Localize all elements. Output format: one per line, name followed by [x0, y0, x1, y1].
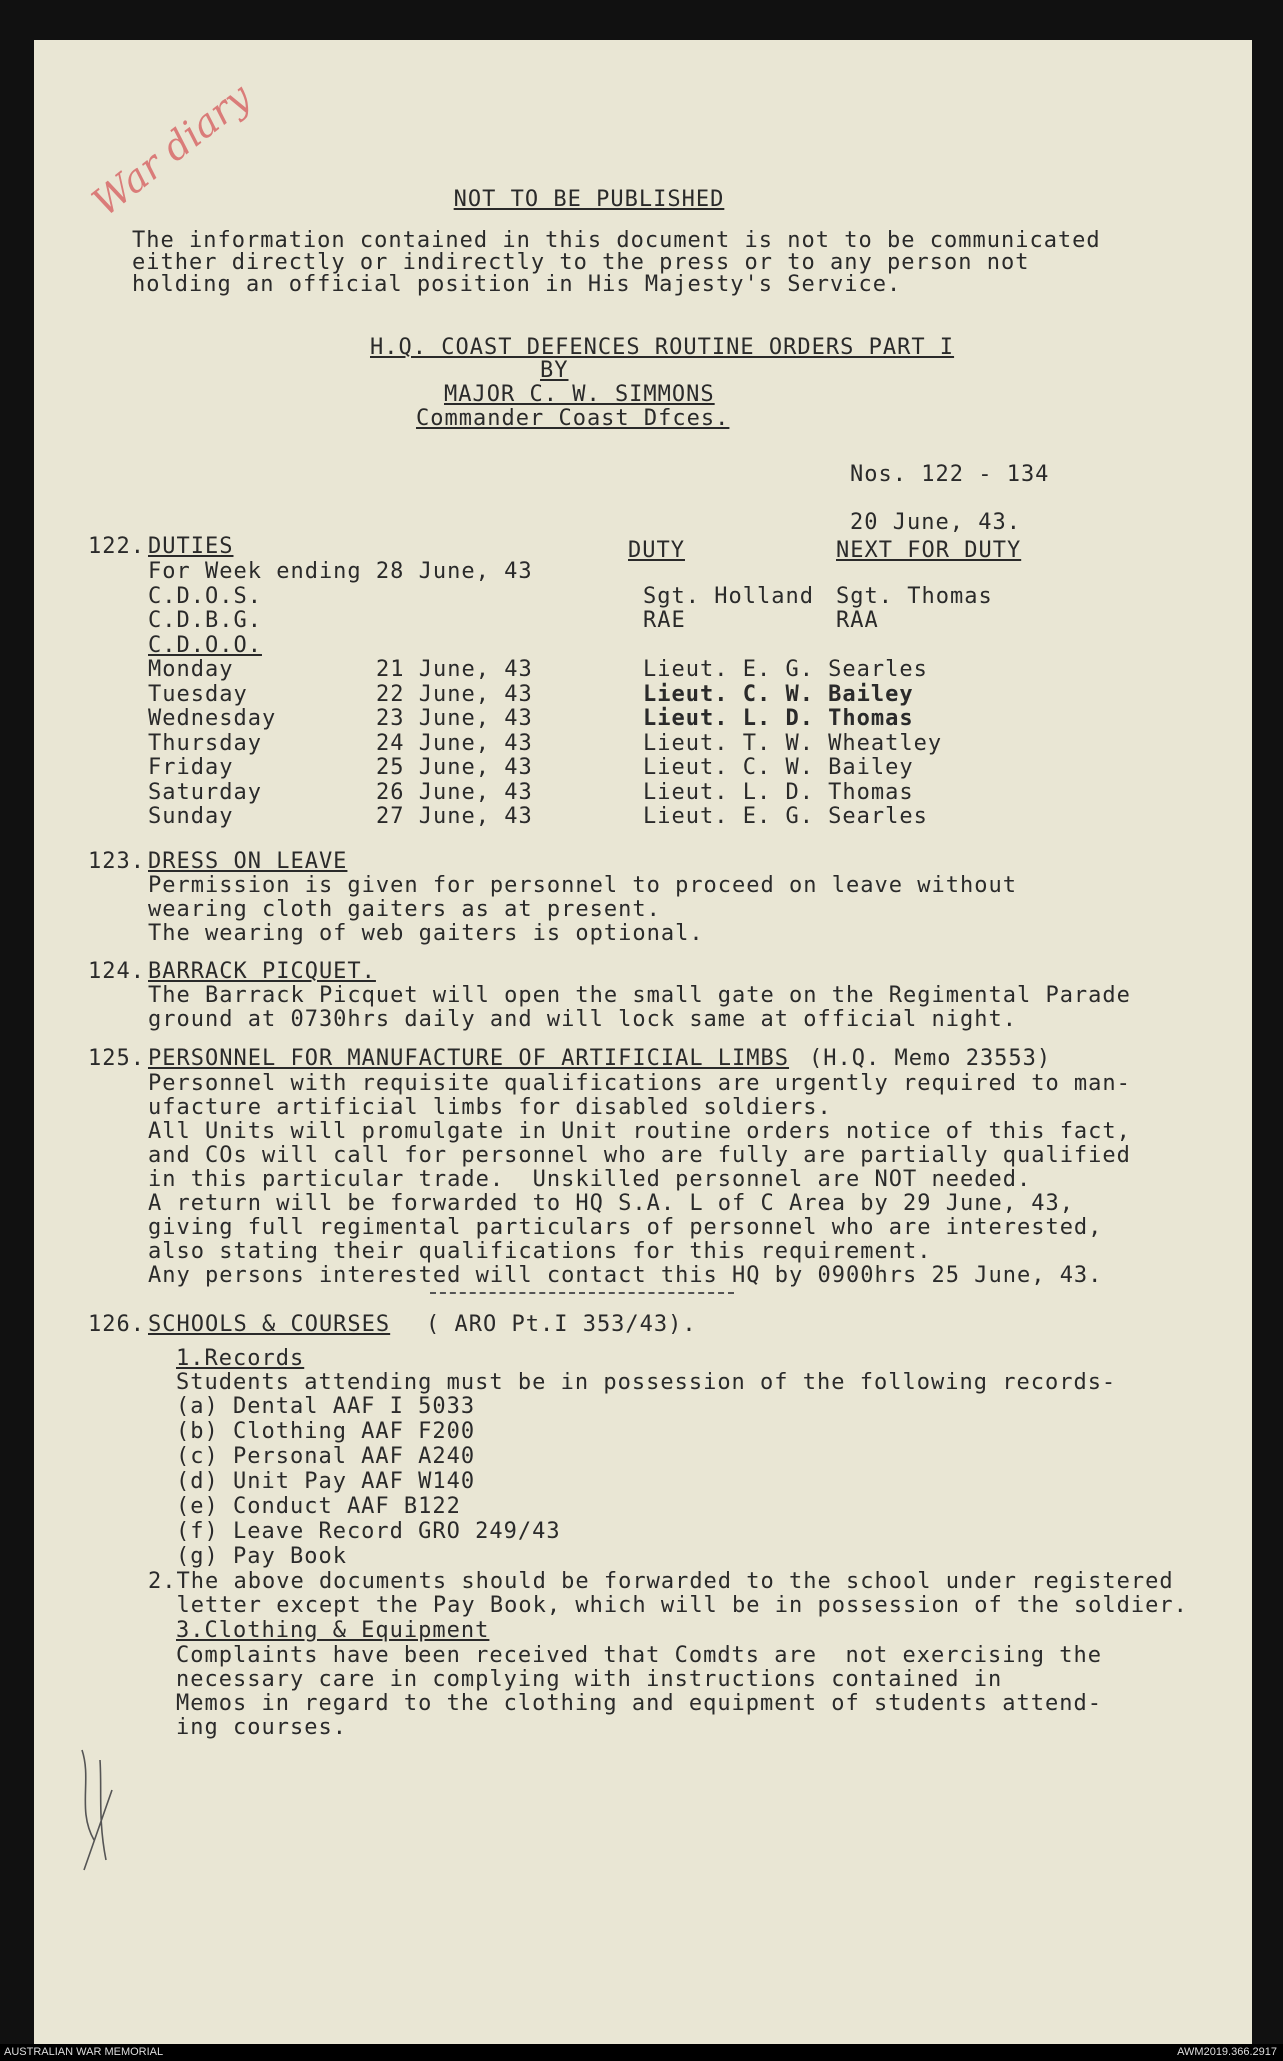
cdos-label: C.D.O.S.	[148, 584, 262, 609]
dress-line-1: Permission is given for personnel to proceed on leave without	[148, 873, 1017, 898]
order-date: 20 June, 43.	[850, 510, 1021, 535]
item-number-125: 125.	[88, 1046, 145, 1071]
roster-officer: Lieut. C. W. Bailey	[643, 755, 914, 780]
roster-officer: Lieut. L. D. Thomas	[643, 706, 914, 731]
dress-heading: DRESS ON LEAVE	[148, 849, 348, 874]
record-item: (b) Clothing AAF F200	[176, 1419, 476, 1444]
roster-officer: Lieut. T. W. Wheatley	[643, 731, 943, 756]
roster-date: 25 June, 43	[376, 755, 533, 780]
red-annotation: War diary	[84, 74, 259, 225]
archive-footer	[0, 2044, 1283, 2061]
record-item: (a) Dental AAF I 5033	[176, 1394, 476, 1419]
limbs-line-3: All Units will promulgate in Unit routine orders notice of this fact,	[148, 1119, 1131, 1144]
clothing-line-4: ing courses.	[176, 1715, 347, 1740]
cdoo-label: C.D.O.O.	[148, 633, 262, 658]
clothing-heading: 3.Clothing & Equipment	[176, 1618, 490, 1643]
record-item: (c) Personal AAF A240	[176, 1444, 476, 1469]
para2-line-1: 2.The above documents should be forwarded to the school under registered	[148, 1569, 1174, 1594]
dress-line-2: wearing cloth gaiters as at present.	[148, 897, 661, 922]
limbs-line-1: Personnel with requisite qualifications are urgently required to man-	[148, 1071, 1131, 1096]
notice-line-3: holding an official position in His Majesty's Service.	[132, 272, 902, 297]
item-number-126: 126.	[88, 1312, 145, 1337]
orders-title: H.Q. COAST DEFENCES ROUTINE ORDERS PART I	[370, 335, 955, 360]
record-item: (d) Unit Pay AAF W140	[176, 1469, 476, 1494]
restriction-title: NOT TO BE PUBLISHED	[453, 187, 725, 212]
item-number-124: 124.	[88, 959, 145, 984]
dress-line-3: The wearing of web gaiters is optional.	[148, 921, 704, 946]
roster-day: Monday	[148, 657, 234, 682]
roster-day: Tuesday	[148, 682, 248, 707]
limbs-line-2: ufacture artificial limbs for disabled soldiers.	[148, 1095, 832, 1120]
roster-date: 24 June, 43	[376, 731, 533, 756]
orders-by: BY	[540, 358, 569, 383]
record-item: (g) Pay Book	[176, 1544, 347, 1569]
duties-heading: DUTIES	[148, 534, 234, 559]
limbs-line-6: A return will be forwarded to HQ S.A. L of C Area by 29 June, 43,	[148, 1191, 1074, 1216]
picquet-line-2: ground at 0730hrs daily and will lock same at official night.	[148, 1007, 1017, 1032]
roster-day: Sunday	[148, 804, 234, 829]
cdbg-label: C.D.B.G.	[148, 608, 262, 633]
document-page	[34, 40, 1252, 2044]
clothing-line-2: necessary care in complying with instructions contained in	[176, 1667, 1003, 1692]
duty-column-header: DUTY	[628, 538, 685, 563]
picquet-heading: BARRACK PICQUET.	[148, 959, 376, 984]
footer-right: AWM2019.366.2917	[1177, 2046, 1277, 2058]
clothing-line-1: Complaints have been received that Comdts are not exercising the	[176, 1643, 1102, 1668]
record-item: (e) Conduct AAF B122	[176, 1494, 461, 1519]
roster-date: 27 June, 43	[376, 804, 533, 829]
roster-officer: Lieut. E. G. Searles	[643, 804, 928, 829]
limbs-line-9: Any persons interested will contact this HQ by 0900hrs 25 June, 43.	[148, 1263, 1103, 1288]
duty-sergeant-unit: RAE	[643, 608, 686, 633]
commander-name: MAJOR C. W. SIMMONS	[444, 382, 715, 407]
next-duty-sergeant: Sgt. Thomas	[836, 584, 993, 609]
roster-date: 21 June, 43	[376, 657, 533, 682]
roster-officer: Lieut. L. D. Thomas	[643, 780, 914, 805]
week-label: For Week ending 28 June, 43	[148, 559, 533, 584]
next-duty-column-header: NEXT FOR DUTY	[836, 538, 1022, 563]
records-heading: 1.Records	[176, 1346, 305, 1371]
roster-day: Wednesday	[148, 706, 277, 731]
notice-line-2: either directly or indirectly to the press or to any person not	[132, 250, 1030, 275]
next-duty-sergeant-unit: RAA	[836, 608, 879, 633]
item-number-122: 122.	[88, 534, 145, 559]
roster-date: 22 June, 43	[376, 682, 533, 707]
roster-day: Thursday	[148, 731, 262, 756]
roster-officer: Lieut. C. W. Bailey	[643, 682, 914, 707]
duty-sergeant: Sgt. Holland	[643, 584, 814, 609]
roster-officer: Lieut. E. G. Searles	[643, 657, 928, 682]
footer-left: AUSTRALIAN WAR MEMORIAL	[4, 2046, 164, 2058]
limbs-heading: PERSONNEL FOR MANUFACTURE OF ARTIFICIAL LIMBS	[148, 1046, 790, 1071]
para2-line-2: letter except the Pay Book, which will be in possession of the soldier.	[148, 1593, 1188, 1618]
order-numbers: Nos. 122 - 134	[850, 462, 1050, 487]
roster-date: 23 June, 43	[376, 706, 533, 731]
item-number-123: 123.	[88, 849, 145, 874]
clothing-line-3: Memos in regard to the clothing and equipment of students attend-	[176, 1691, 1102, 1716]
limbs-heading-ref: (H.Q. Memo 23553)	[809, 1046, 1052, 1071]
limbs-line-8: also stating their qualifications for this requirement.	[148, 1239, 932, 1264]
limbs-line-4: and COs will call for personnel who are fully are partially qualified	[148, 1143, 1131, 1168]
roster-date: 26 June, 43	[376, 780, 533, 805]
limbs-line-7: giving full regimental particulars of personnel who are interested,	[148, 1215, 1103, 1240]
record-item: (f) Leave Record GRO 249/43	[176, 1519, 561, 1544]
roster-day: Saturday	[148, 780, 262, 805]
schools-heading: SCHOOLS & COURSES	[148, 1312, 391, 1337]
records-intro: Students attending must be in possession of the following records-	[176, 1370, 1117, 1395]
schools-heading-ref: ( ARO Pt.I 353/43).	[426, 1312, 697, 1337]
picquet-line-1: The Barrack Picquet will open the small gate on the Regimental Parade	[148, 983, 1131, 1008]
limbs-line-5: in this particular trade. Unskilled personnel are NOT needed.	[148, 1167, 1032, 1192]
commander-role: Commander Coast Dfces.	[416, 406, 730, 431]
section-divider	[430, 1292, 734, 1294]
roster-day: Friday	[148, 755, 234, 780]
notice-line-1: The information contained in this document is not to be communicated	[132, 228, 1101, 253]
pencil-mark	[72, 1740, 132, 1880]
